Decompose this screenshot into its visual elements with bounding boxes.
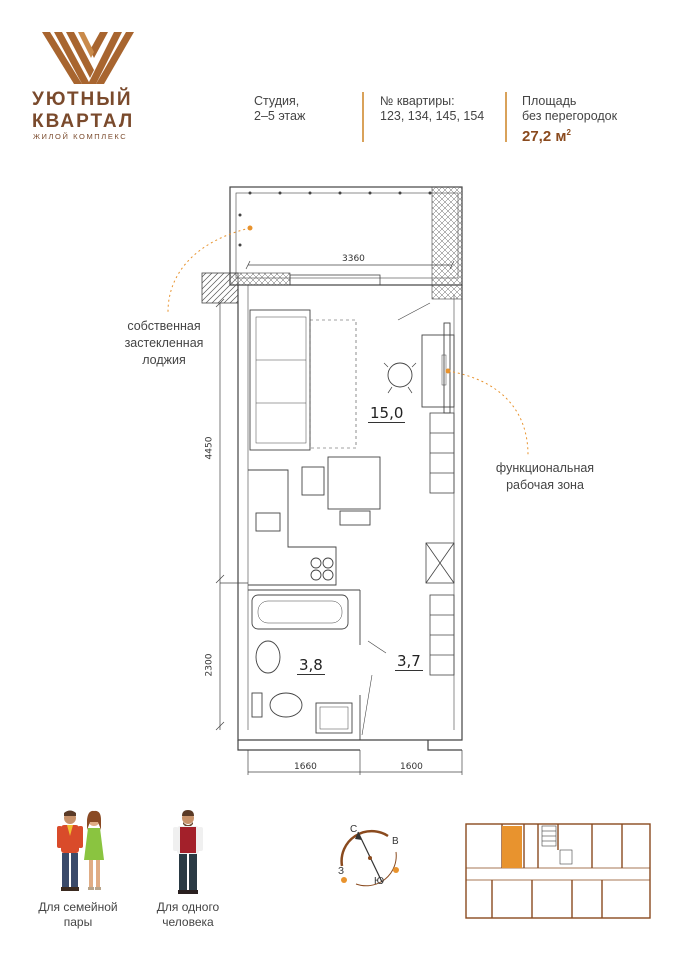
brand-subtitle: ЖИЛОЙ КОМПЛЕКС <box>33 132 128 141</box>
area-label: Площадь <box>522 94 577 108</box>
brand-name-line2: КВАРТАЛ <box>32 111 135 132</box>
compass-east: В <box>392 836 399 847</box>
dimension-bottom-left: 1660 <box>294 762 317 772</box>
room-area-main: 15,0 <box>370 404 404 422</box>
apartment-numbers-value: 123, 134, 145, 154 <box>380 109 485 123</box>
annotation-loggia: собственная застекленная лоджия <box>124 319 204 367</box>
room-area-hall: 3,7 <box>397 652 421 670</box>
compass-north: С <box>350 824 358 835</box>
caption-couple: Для семейной пары <box>38 900 118 929</box>
caption-single: Для одного человека <box>156 900 220 929</box>
compass-west: З <box>338 866 345 877</box>
apartment-numbers-label: № квартиры: <box>380 94 455 108</box>
compass-icon <box>330 822 410 892</box>
annotation-workzone: функциональная рабочая зона <box>495 461 595 492</box>
dimension-left-lower: 2300 <box>204 653 215 677</box>
room-area-bathroom: 3,8 <box>299 656 323 674</box>
single-person-icon <box>170 808 206 896</box>
dimension-top: 3360 <box>342 254 365 264</box>
dimension-bottom-right: 1600 <box>400 762 423 772</box>
apartment-floors: 2–5 этаж <box>254 109 306 123</box>
area-value: 27,2 $м^2$ <box>522 128 571 145</box>
dimension-left-upper: 4450 <box>204 436 215 460</box>
brand-name-line1: УЮТНЫЙ <box>32 89 133 110</box>
floor-key-plan <box>462 820 654 924</box>
compass-south: Ю <box>374 876 385 887</box>
couple-icon <box>48 808 118 896</box>
apartment-type-label: Студия, <box>254 94 300 108</box>
area-label-sub: без перегородок <box>522 109 618 123</box>
